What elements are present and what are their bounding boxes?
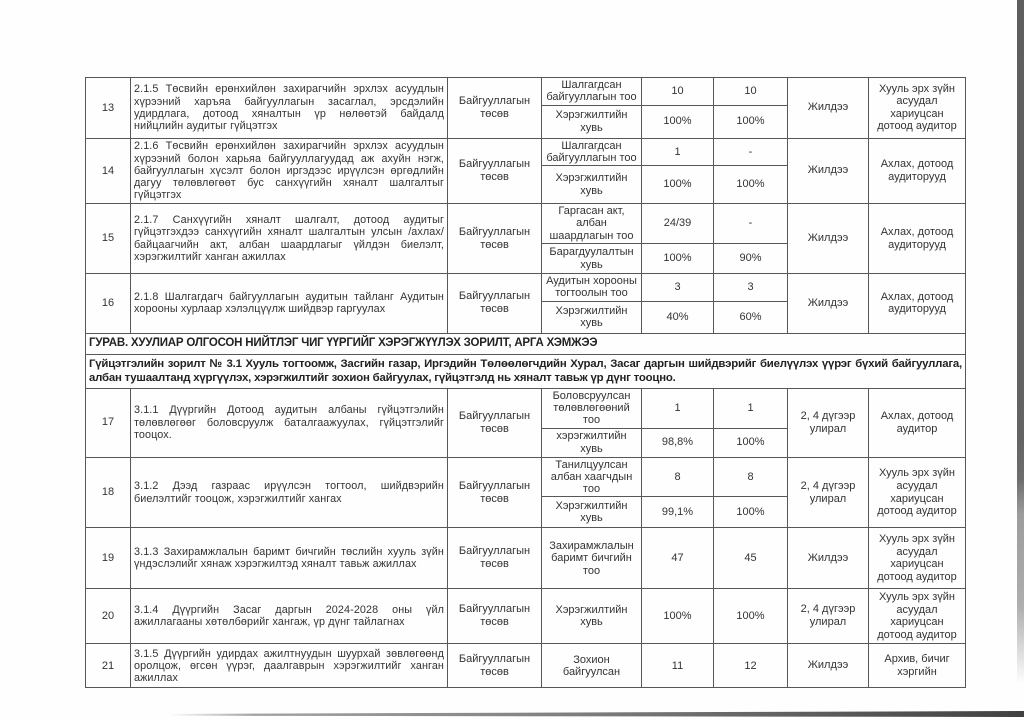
- indicator-cell: Барагдуулалтын хувь: [542, 244, 642, 274]
- target-value-cell: 98,8%: [642, 428, 714, 457]
- table-row-20: [86, 589, 966, 644]
- objective-text: Гүйцэтгэлийн зорилт № 3.1 Хууль тогтоомж, Засгийн газар, Иргэдийн Төлөөлөгчдийн Хурал, Засаг даргын шийдвэрийг биелүүлэх үүрэг бүхий байгууллага, албан тушаалтанд хүргүүлэх, хэрэгжилтийг зохион байгуулах, гүйцэтгэлд нь хяналт тавьж үр дүнг тооцно.: [86, 354, 966, 388]
- actual-value-cell: 8: [714, 457, 788, 497]
- row-number-cell: 20: [86, 589, 131, 644]
- table-row-19: [86, 528, 966, 589]
- target-value-cell: 100%: [642, 105, 714, 138]
- target-value-cell: 1: [642, 138, 714, 166]
- indicator-cell: Хэрэгжилтийн хувь: [542, 301, 642, 333]
- responsible-cell: Хууль эрх зүйн асуудал хариуцсан дотоод аудитор: [869, 589, 966, 644]
- task-cell: 3.1.4 Дүүргийн Засаг даргын 2024-2028 оны үйл ажиллагааны хөтөлбөрийг хангаж, үр дүнг тайлагнах: [131, 589, 448, 644]
- task-cell: 3.1.5 Дүүргийн удирдах ажилтнуудын шуурхай зөвлөгөөнд оролцож, өгсөн үүрэг, даалгаврын хэрэгжилтийг ханган ажиллах: [131, 644, 448, 688]
- table-row-15: [86, 204, 966, 244]
- timing-cell: Жилдээ: [788, 138, 869, 204]
- table-row-16: [86, 274, 966, 302]
- actual-value-cell: 90%: [714, 244, 788, 274]
- actual-value-cell: 100%: [714, 428, 788, 457]
- indicator-cell: Захирамжлалын баримт бичгийн тоо: [542, 528, 642, 589]
- budget-cell: Байгууллагын төсөв: [448, 457, 542, 528]
- section-header-row: [86, 333, 966, 354]
- task-cell: 3.1.2 Дээд газраас ирүүлсэн тогтоол, шийдвэрийн биелэлтийг тооцож, хэрэгжилтийг хангах: [131, 457, 448, 528]
- row-number-cell: 13: [86, 78, 131, 139]
- indicator-cell: Танилцуулсан албан хаагчдын тоо: [542, 457, 642, 497]
- budget-cell: Байгууллагын төсөв: [448, 78, 542, 139]
- timing-cell: 2, 4 дүгээр улирал: [788, 589, 869, 644]
- task-cell: 2.1.7 Санхүүгийн хяналт шалгалт, дотоод аудитыг гүйцэтгэхдээ санхүүгийн хяналт шалгалтын улсын /ахлах/ байцаагчийн акт, албан шаардлагыг үйлдэн биелэлт, хэрэгжилтийг ханган ажиллах: [131, 204, 448, 274]
- task-cell: 2.1.6 Төсвийн ерөнхийлөн захирагчийн эрхлэх асуудлын хүрээний болон харьяа байгууллагуудад аж ахуйн нэгж, байгууллагын хүсэлт болон иргэдээс ирүүлсэн өргөдлийн дагуу төлөвлөгөөт бус санхүүгийн хяналт шалгалтыг гүйцэтгэх: [131, 138, 448, 204]
- actual-value-cell: -: [714, 204, 788, 244]
- row-number-cell: 18: [86, 457, 131, 528]
- target-value-cell: 47: [642, 528, 714, 589]
- target-value-cell: 8: [642, 457, 714, 497]
- row-number-cell: 15: [86, 204, 131, 274]
- row-number-cell: 19: [86, 528, 131, 589]
- indicator-cell: Боловсруулсан төлөвлөгөөний тоо: [542, 388, 642, 428]
- target-value-cell: 1: [642, 388, 714, 428]
- actual-value-cell: 100%: [714, 589, 788, 644]
- indicator-cell: Аудитын хорооны тогтоолын тоо: [542, 274, 642, 302]
- task-cell: 3.1.1 Дүүргийн Дотоод аудитын албаны гүйцэтгэлийн төлөвлөгөөг боловсруулж баталгаажуулах, гүйцэтгэлийг тооцох.: [131, 388, 448, 457]
- table-row-18: [86, 457, 966, 497]
- budget-cell: Байгууллагын төсөв: [448, 528, 542, 589]
- indicator-cell: Хэрэгжилтийн хувь: [542, 105, 642, 138]
- timing-cell: Жилдээ: [788, 644, 869, 688]
- indicator-cell: Гаргасан акт, албан шаардлагын тоо: [542, 204, 642, 244]
- row-number-cell: 16: [86, 274, 131, 334]
- indicator-cell: Хэрэгжилтийн хувь: [542, 589, 642, 644]
- timing-cell: Жилдээ: [788, 528, 869, 589]
- target-value-cell: 100%: [642, 166, 714, 204]
- table-row-17: [86, 388, 966, 428]
- target-value-cell: 11: [642, 644, 714, 688]
- task-cell: 3.1.3 Захирамжлалын баримт бичгийн төслийн хууль зүйн үндэслэлийг хянаж хэрэгжилтэд хяналт тавьж ажиллах: [131, 528, 448, 589]
- timing-cell: Жилдээ: [788, 78, 869, 139]
- actual-value-cell: 45: [714, 528, 788, 589]
- responsible-cell: Хууль эрх зүйн асуудал хариуцсан дотоод аудитор: [869, 457, 966, 528]
- responsible-cell: Ахлах, дотоод аудиторууд: [869, 138, 966, 204]
- budget-cell: Байгууллагын төсөв: [448, 388, 542, 457]
- indicator-cell: Хэрэгжилтийн хувь: [542, 497, 642, 528]
- responsible-cell: Хууль эрх зүйн асуудал хариуцсан дотоод аудитор: [869, 78, 966, 139]
- task-cell: 2.1.5 Төсвийн ерөнхийлөн захирагчийн эрхлэх асуудлын хүрээний харъяа байгууллагын засаглал, эрсдэлийн удирдлага, дотоод хяналтын үр нөлөөтэй байдалд нийцлийн аудитыг гүйцэтгэх: [131, 78, 448, 139]
- scan-edge-right: [1017, 0, 1024, 705]
- table-row-21: [86, 644, 966, 688]
- actual-value-cell: -: [714, 138, 788, 166]
- task-cell: 2.1.8 Шалгагдагч байгууллагын аудитын тайланг Аудитын хорооны хурлаар хэлэлцүүлж шийдвэр гаргуулах: [131, 274, 448, 334]
- indicator-cell: Зохион байгуулсан: [542, 644, 642, 688]
- target-value-cell: 24/39: [642, 204, 714, 244]
- actual-value-cell: 100%: [714, 166, 788, 204]
- responsible-cell: Ахлах, дотоод аудиторууд: [869, 274, 966, 334]
- actual-value-cell: 100%: [714, 105, 788, 138]
- indicator-cell: хэрэгжилтийн хувь: [542, 428, 642, 457]
- target-value-cell: 100%: [642, 589, 714, 644]
- budget-cell: Байгууллагын төсөв: [448, 644, 542, 688]
- row-number-cell: 21: [86, 644, 131, 688]
- actual-value-cell: 12: [714, 644, 788, 688]
- indicator-cell: Хэрэгжилтийн хувь: [542, 166, 642, 204]
- responsible-cell: Хууль эрх зүйн асуудал хариуцсан дотоод аудитор: [869, 528, 966, 589]
- actual-value-cell: 60%: [714, 301, 788, 333]
- budget-cell: Байгууллагын төсөв: [448, 274, 542, 334]
- indicator-cell: Шалгагдсан байгууллагын тоо: [542, 78, 642, 106]
- table-wrapper: [85, 77, 965, 688]
- row-number-cell: 17: [86, 388, 131, 457]
- table-row-14: [86, 138, 966, 166]
- target-value-cell: 3: [642, 274, 714, 302]
- objective-row: [86, 354, 966, 388]
- table-row-13: [86, 78, 966, 106]
- budget-cell: Байгууллагын төсөв: [448, 138, 542, 204]
- timing-cell: 2, 4 дүгээр улирал: [788, 388, 869, 457]
- scan-shadow-bottom: [168, 711, 1024, 717]
- actual-value-cell: 1: [714, 388, 788, 428]
- target-value-cell: 10: [642, 78, 714, 106]
- performance-plan-table: [85, 77, 966, 688]
- budget-cell: Байгууллагын төсөв: [448, 589, 542, 644]
- target-value-cell: 100%: [642, 244, 714, 274]
- responsible-cell: Архив, бичиг хэргийн: [869, 644, 966, 688]
- row-number-cell: 14: [86, 138, 131, 204]
- target-value-cell: 40%: [642, 301, 714, 333]
- section-header-text: ГУРАВ. ХУУЛИАР ОЛГОСОН НИЙТЛЭГ ЧИГ ҮҮРГИЙГ ХЭРЭГЖҮҮЛЭХ ЗОРИЛТ, АРГА ХЭМЖЭЭ: [86, 333, 966, 354]
- target-value-cell: 99,1%: [642, 497, 714, 528]
- timing-cell: Жилдээ: [788, 204, 869, 274]
- indicator-cell: Шалгагдсан байгууллагын тоо: [542, 138, 642, 166]
- responsible-cell: Ахлах, дотоод аудитор: [869, 388, 966, 457]
- timing-cell: Жилдээ: [788, 274, 869, 334]
- budget-cell: Байгууллагын төсөв: [448, 204, 542, 274]
- actual-value-cell: 3: [714, 274, 788, 302]
- responsible-cell: Ахлах, дотоод аудиторууд: [869, 204, 966, 274]
- actual-value-cell: 10: [714, 78, 788, 106]
- actual-value-cell: 100%: [714, 497, 788, 528]
- timing-cell: 2, 4 дүгээр улирал: [788, 457, 869, 528]
